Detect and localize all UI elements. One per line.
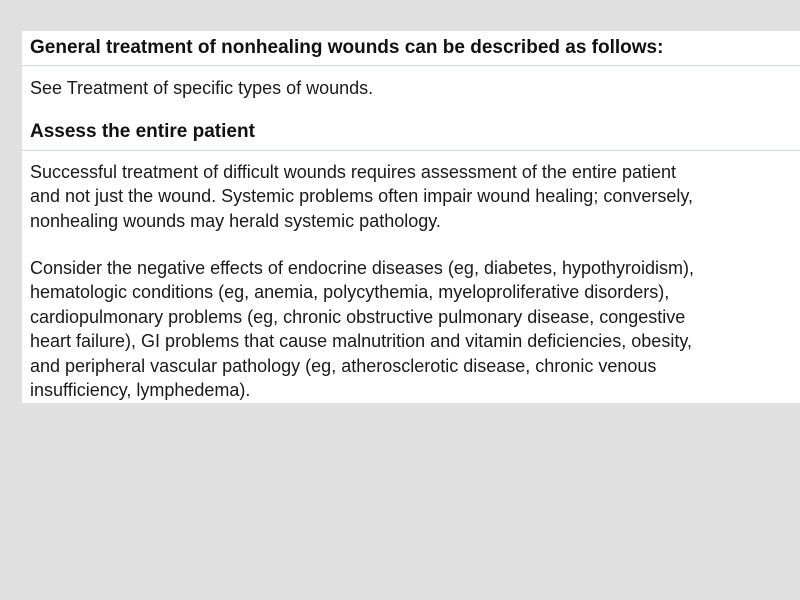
paragraph-line: insufficiency, lymphedema).	[30, 380, 251, 401]
paragraph-line: and peripheral vascular pathology (eg, atherosclerotic disease, chronic venous	[30, 355, 657, 376]
paragraph-see-treatment: See Treatment of specific types of wounds.	[30, 78, 374, 98]
paragraph-line: heart failure), GI problems that cause malnutrition and vitamin deficiencies, obesity,	[30, 331, 692, 352]
paragraph-consider-negative-effects	[30, 256, 796, 402]
paragraph-successful-treatment	[30, 160, 796, 233]
section-heading-assess-patient: Assess the entire patient	[22, 120, 800, 151]
paragraph-line: nonhealing wounds may herald systemic pathology.	[30, 210, 441, 231]
paragraph-line: Consider the negative effects of endocrine diseases (eg, diabetes, hypothyroidism),	[30, 258, 695, 278]
paragraph-line: cardiopulmonary problems (eg, chronic obstructive pulmonary disease, congestive	[30, 306, 686, 327]
paragraph-line: and not just the wound. Systemic problems often impair wound healing; conversely,	[30, 186, 694, 207]
paragraph-line: Successful treatment of difficult wounds requires assessment of the entire patient	[30, 162, 677, 182]
paragraph-line: hematologic conditions (eg, anemia, polycythemia, myeloproliferative disorders),	[30, 282, 670, 303]
content-panel	[22, 31, 800, 403]
section-heading-general-treatment: General treatment of nonhealing wounds can be described as follows:	[22, 36, 800, 66]
